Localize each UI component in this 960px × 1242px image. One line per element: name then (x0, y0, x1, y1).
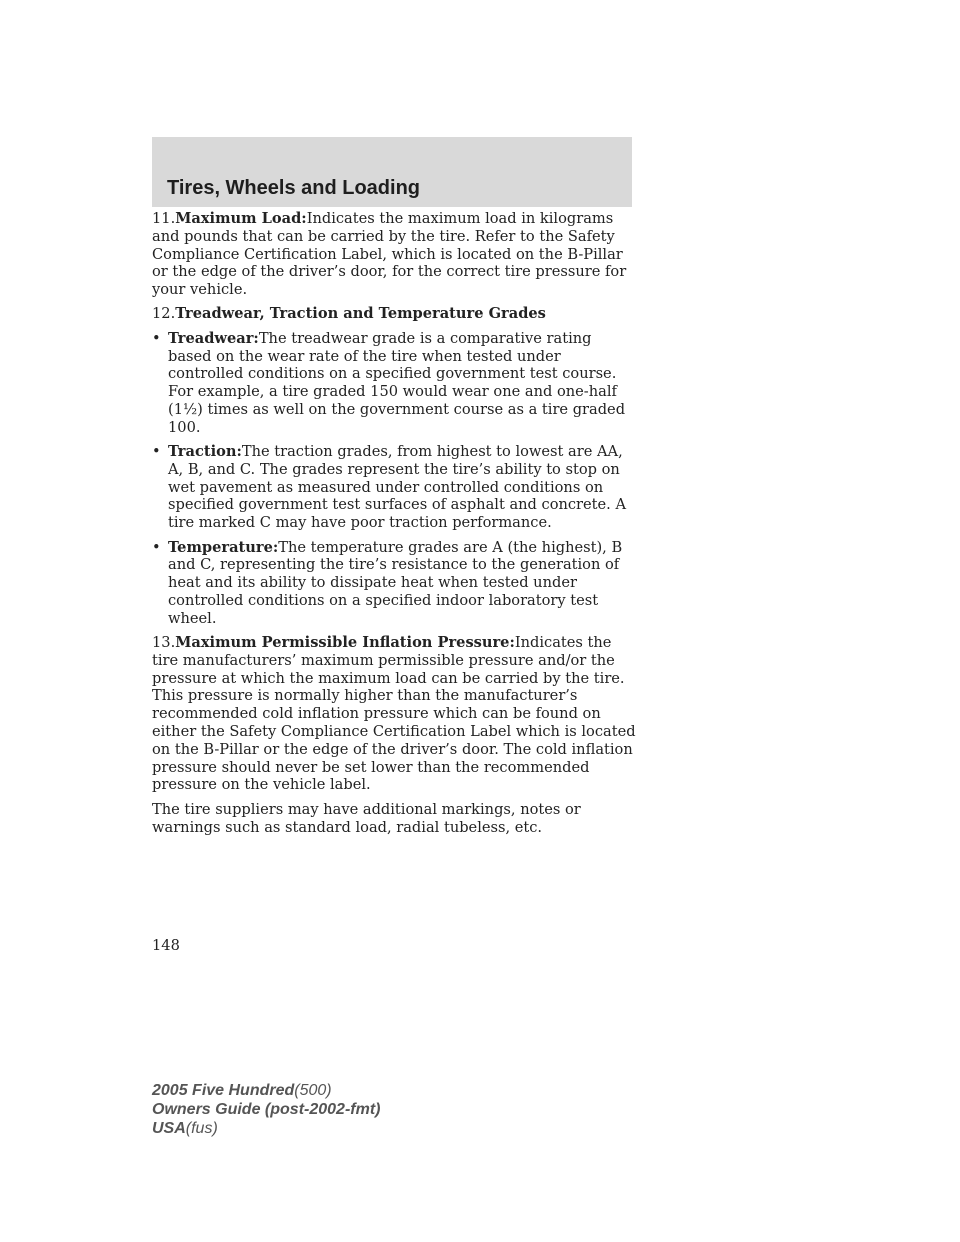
bullet-text: The traction grades, from highest to lowest are AA, A, B, and C. The grades represent the tire’s ability to stop on wet pavement as measured under controlled conditions on specified government test surfaces of asphalt and concrete. A tire marked C may have poor traction performance. (168, 443, 626, 532)
item-number: 12. (152, 305, 176, 323)
footer-guide: Owners Guide (post-2002-fmt) (152, 1101, 381, 1118)
item-label: Maximum Permissible Inflation Pressure: (175, 634, 515, 652)
bullet-text: The temperature grades are A (the highest), B and C, representing the tire’s resistance to the generation of heat and its ability to dissipate heat when tested under controlled conditions on a specified indoor laboratory test wheel. (168, 538, 623, 627)
footer-model: 2005 Five Hundred (152, 1082, 295, 1099)
item-label: Treadwear, Traction and Temperature Grades (175, 305, 546, 323)
bullet-icon: • (152, 329, 161, 347)
footer-model-code: (500) (294, 1082, 332, 1099)
item-label: Maximum Load: (175, 210, 307, 227)
page-number: 148 (152, 937, 180, 954)
bullet-icon: • (152, 538, 161, 556)
item-12 (152, 305, 637, 323)
item-11 (152, 210, 637, 299)
section-header-band (152, 137, 632, 207)
item-13 (152, 634, 637, 794)
section-title: Tires, Wheels and Loading (167, 177, 421, 199)
footer-line-2 (152, 1100, 380, 1119)
bullet-traction (152, 443, 637, 532)
bullet-treadwear (152, 330, 637, 437)
item-text: Indicates the tire manufacturers’ maximum permissible pressure and/or the pressure at which the maximum load can be carried by the tire. This pressure is normally higher than the manufacturer’s recommended cold inflation pressure which can be found on either the Safety Compliance Certification Label which is located on the B-Pillar or the edge of the driver’s door. The cold inflation pressure should never be set lower than the recommended pressure on the vehicle label. (152, 634, 636, 794)
closing-paragraph: The tire suppliers may have additional markings, notes or warnings such as standard load, radial tubeless, etc. (152, 800, 581, 836)
document-footer (152, 1081, 380, 1138)
footer-line-3 (152, 1119, 380, 1138)
footer-market: USA (152, 1120, 186, 1137)
item-text: Indicates the maximum load in kilograms and pounds that can be carried by the tire. Refer to the Safety Compliance Certification Label, which is located on the B-Pillar or the edge of the driver’s door, for the correct tire pressure for your vehicle. (152, 210, 627, 299)
item-number: 13. (152, 634, 176, 652)
footer-line-1 (152, 1081, 380, 1100)
footer-market-code: (fus) (185, 1120, 218, 1137)
bullet-label: Traction: (168, 443, 242, 461)
bullet-temperature (152, 539, 637, 628)
bullet-text: The treadwear grade is a comparative rating based on the wear rate of the tire when tested under controlled conditions on a specified government test course. For example, a tire graded 150 would wear one and one-half (1½) times as well on the government course as a tire graded 100. (168, 329, 626, 436)
bullet-label: Temperature: (168, 538, 279, 556)
bullet-icon: • (152, 443, 161, 461)
page-content (152, 210, 637, 843)
bullet-label: Treadwear: (168, 329, 259, 347)
item-number: 11. (152, 210, 176, 227)
